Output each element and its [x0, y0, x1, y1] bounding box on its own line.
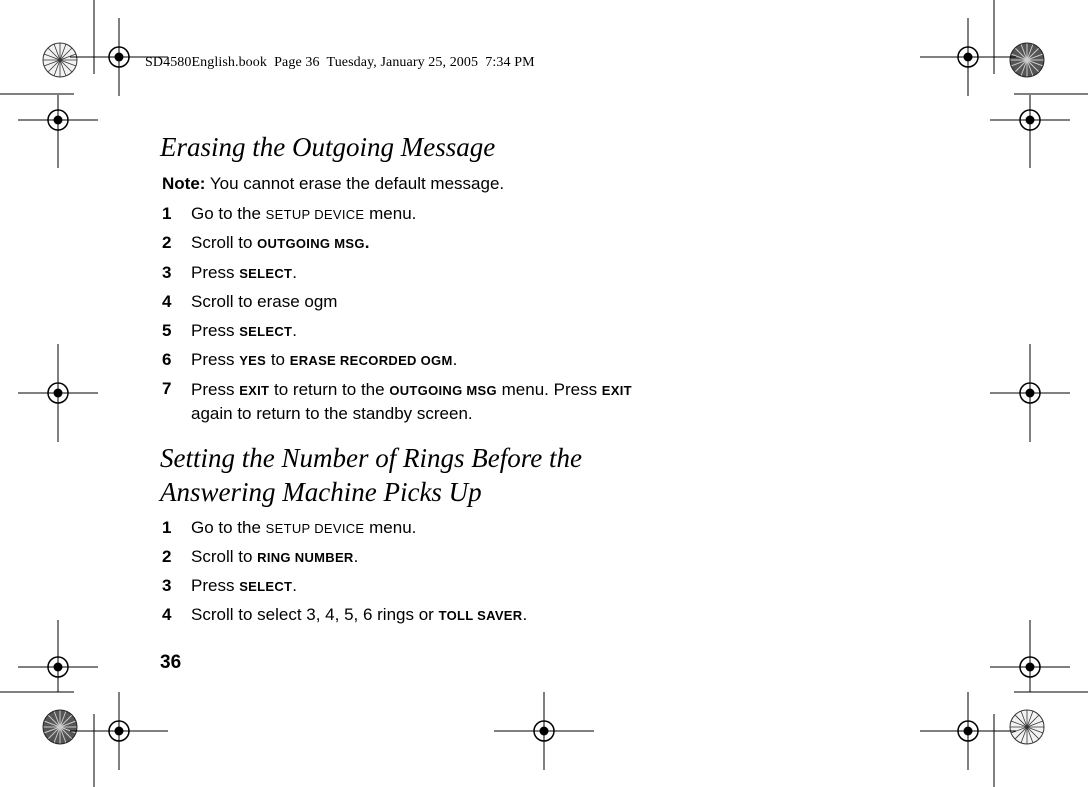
- step-text: .: [364, 233, 370, 252]
- step-number: 2: [162, 547, 172, 566]
- step-text: .: [353, 547, 359, 566]
- step-text: menu.: [364, 204, 417, 223]
- section-title-erasing: Erasing the Outgoing Message: [160, 132, 496, 162]
- section-title-rings: [160, 441, 582, 509]
- menu-keyword: SELECT: [239, 579, 293, 594]
- step-number: 2: [162, 233, 172, 252]
- step-number: 5: [162, 321, 172, 340]
- step-text: Press: [191, 576, 240, 595]
- menu-keyword: SETUP DEVICE: [265, 207, 365, 222]
- menu-keyword: OUTGOING MSG: [389, 383, 497, 398]
- step-number: 1: [162, 204, 172, 223]
- step-text: Go to the: [191, 204, 266, 223]
- note-label: Note:: [162, 174, 206, 193]
- step-number: 7: [162, 379, 172, 398]
- step-text: .: [292, 263, 298, 282]
- step-number: 3: [162, 263, 172, 282]
- step-number: 4: [162, 292, 172, 311]
- step-text: .: [292, 576, 298, 595]
- step-text: Scroll to: [191, 547, 258, 566]
- step-number: 4: [162, 605, 172, 624]
- note-text: You cannot erase the default message.: [205, 174, 505, 193]
- step-number: 3: [162, 576, 172, 595]
- page-number: 36: [160, 652, 182, 673]
- step-text: Press: [191, 380, 240, 399]
- menu-keyword: SETUP DEVICE: [265, 521, 365, 536]
- menu-keyword: SELECT: [239, 324, 293, 339]
- step-text: Press: [191, 350, 240, 369]
- menu-keyword: EXIT: [239, 383, 270, 398]
- step-text: .: [292, 321, 298, 340]
- step-text: menu. Press: [496, 380, 602, 399]
- step-text: Scroll to: [191, 233, 258, 252]
- menu-keyword: EXIT: [601, 383, 632, 398]
- menu-keyword: SELECT: [239, 266, 293, 281]
- step-text: .: [452, 350, 458, 369]
- print-header: SD4580English.book Page 36 Tuesday, January 25, 2005 7:34 PM: [145, 55, 535, 70]
- step-text: Scroll to erase ogm: [191, 292, 338, 311]
- step-text: Scroll to select 3, 4, 5, 6 rings or: [191, 605, 439, 624]
- step-text: menu.: [364, 518, 417, 537]
- section-title-line: Answering Machine Picks Up: [160, 477, 482, 507]
- step-text: to return to the: [269, 380, 390, 399]
- section-title-line: Setting the Number of Rings Before the: [160, 443, 582, 473]
- step-text: Press: [191, 321, 240, 340]
- step-text: Go to the: [191, 518, 266, 537]
- step-text: .: [522, 605, 528, 624]
- step-number: 1: [162, 518, 172, 537]
- menu-keyword: RING NUMBER: [257, 550, 354, 565]
- menu-keyword: ERASE RECORDED OGM: [289, 353, 453, 368]
- menu-keyword: TOLL SAVER: [438, 608, 523, 623]
- step-text: to: [266, 350, 290, 369]
- note: [162, 174, 504, 194]
- step-text: again to return to the standby screen.: [191, 404, 473, 423]
- menu-keyword: YES: [239, 353, 267, 368]
- step-text: Press: [191, 263, 240, 282]
- step-number: 6: [162, 350, 172, 369]
- menu-keyword: OUTGOING MSG: [257, 236, 365, 251]
